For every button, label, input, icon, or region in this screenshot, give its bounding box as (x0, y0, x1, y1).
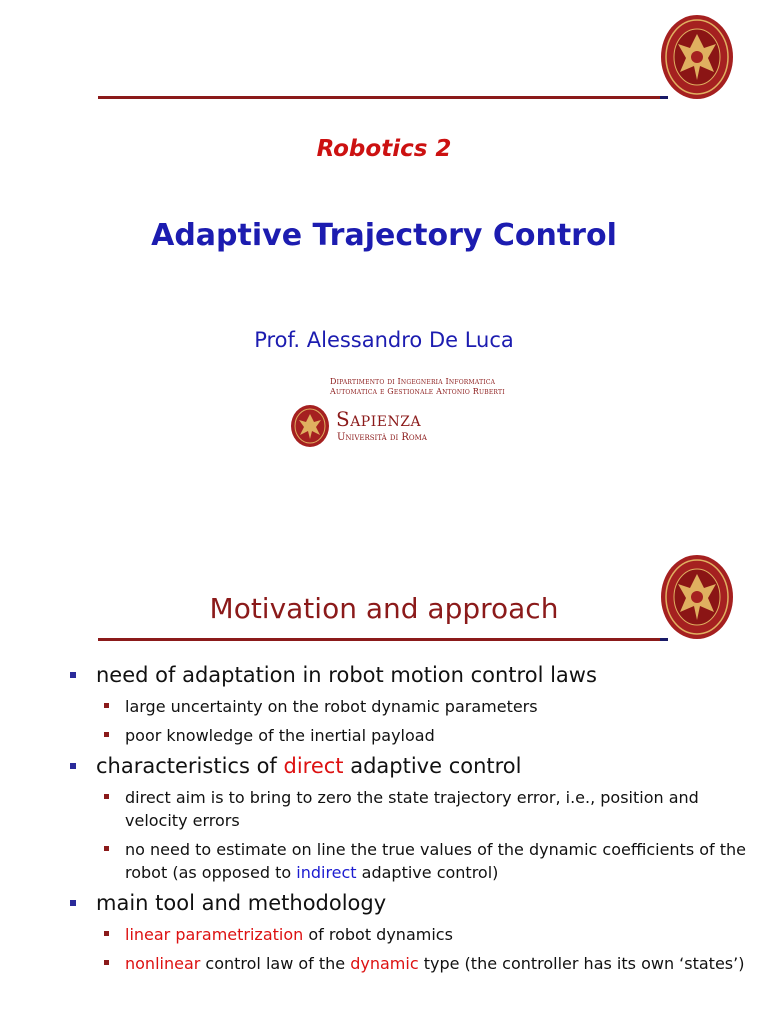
sub-bullet-item: direct aim is to bring to zero the state trajectory error, i.e., position and velocity errors (104, 786, 750, 832)
sub-bullet-item: nonlinear control law of the dynamic type (the controller has its own ‘states’) (104, 952, 750, 975)
header-rule (98, 96, 668, 99)
content-slide (0, 512, 768, 1024)
author-name: Prof. Alessandro De Luca (254, 328, 514, 352)
university-name: Sapienza (336, 407, 422, 431)
department-name: Dipartimento di Ingegneria Informatica Automatica e Gestionale Antonio Ruberti (330, 377, 505, 396)
sub-bullet-item: large uncertainty on the robot dynamic parameters (104, 695, 750, 718)
slide-title: Motivation and approach (209, 592, 559, 625)
sapienza-small-seal-icon (290, 404, 330, 448)
bullet-item: characteristics of direct adaptive control (70, 753, 750, 779)
bullet-list (70, 662, 750, 981)
sub-bullet-item: linear parametrization of robot dynamics (104, 923, 750, 946)
sapienza-seal-icon (660, 14, 734, 100)
bullet-item: need of adaptation in robot motion control laws (70, 662, 750, 688)
highlight-direct: direct (283, 754, 344, 778)
bullet-item: main tool and methodology (70, 890, 750, 916)
header-rule (98, 638, 668, 641)
highlight-linear-parametrization: linear parametrization (125, 925, 304, 944)
sub-bullet-item: poor knowledge of the inertial payload (104, 724, 750, 747)
highlight-nonlinear: nonlinear (125, 954, 201, 973)
deck-title: Adaptive Trajectory Control (151, 218, 617, 253)
sub-bullet-item: no need to estimate on line the true values of the dynamic coefficients of the robot (as opposed to indirect adaptive control) (104, 838, 750, 884)
course-name: Robotics 2 (316, 136, 452, 162)
university-subtitle: Università di Roma (337, 432, 427, 443)
highlight-dynamic: dynamic (350, 954, 419, 973)
highlight-indirect: indirect (296, 863, 357, 882)
